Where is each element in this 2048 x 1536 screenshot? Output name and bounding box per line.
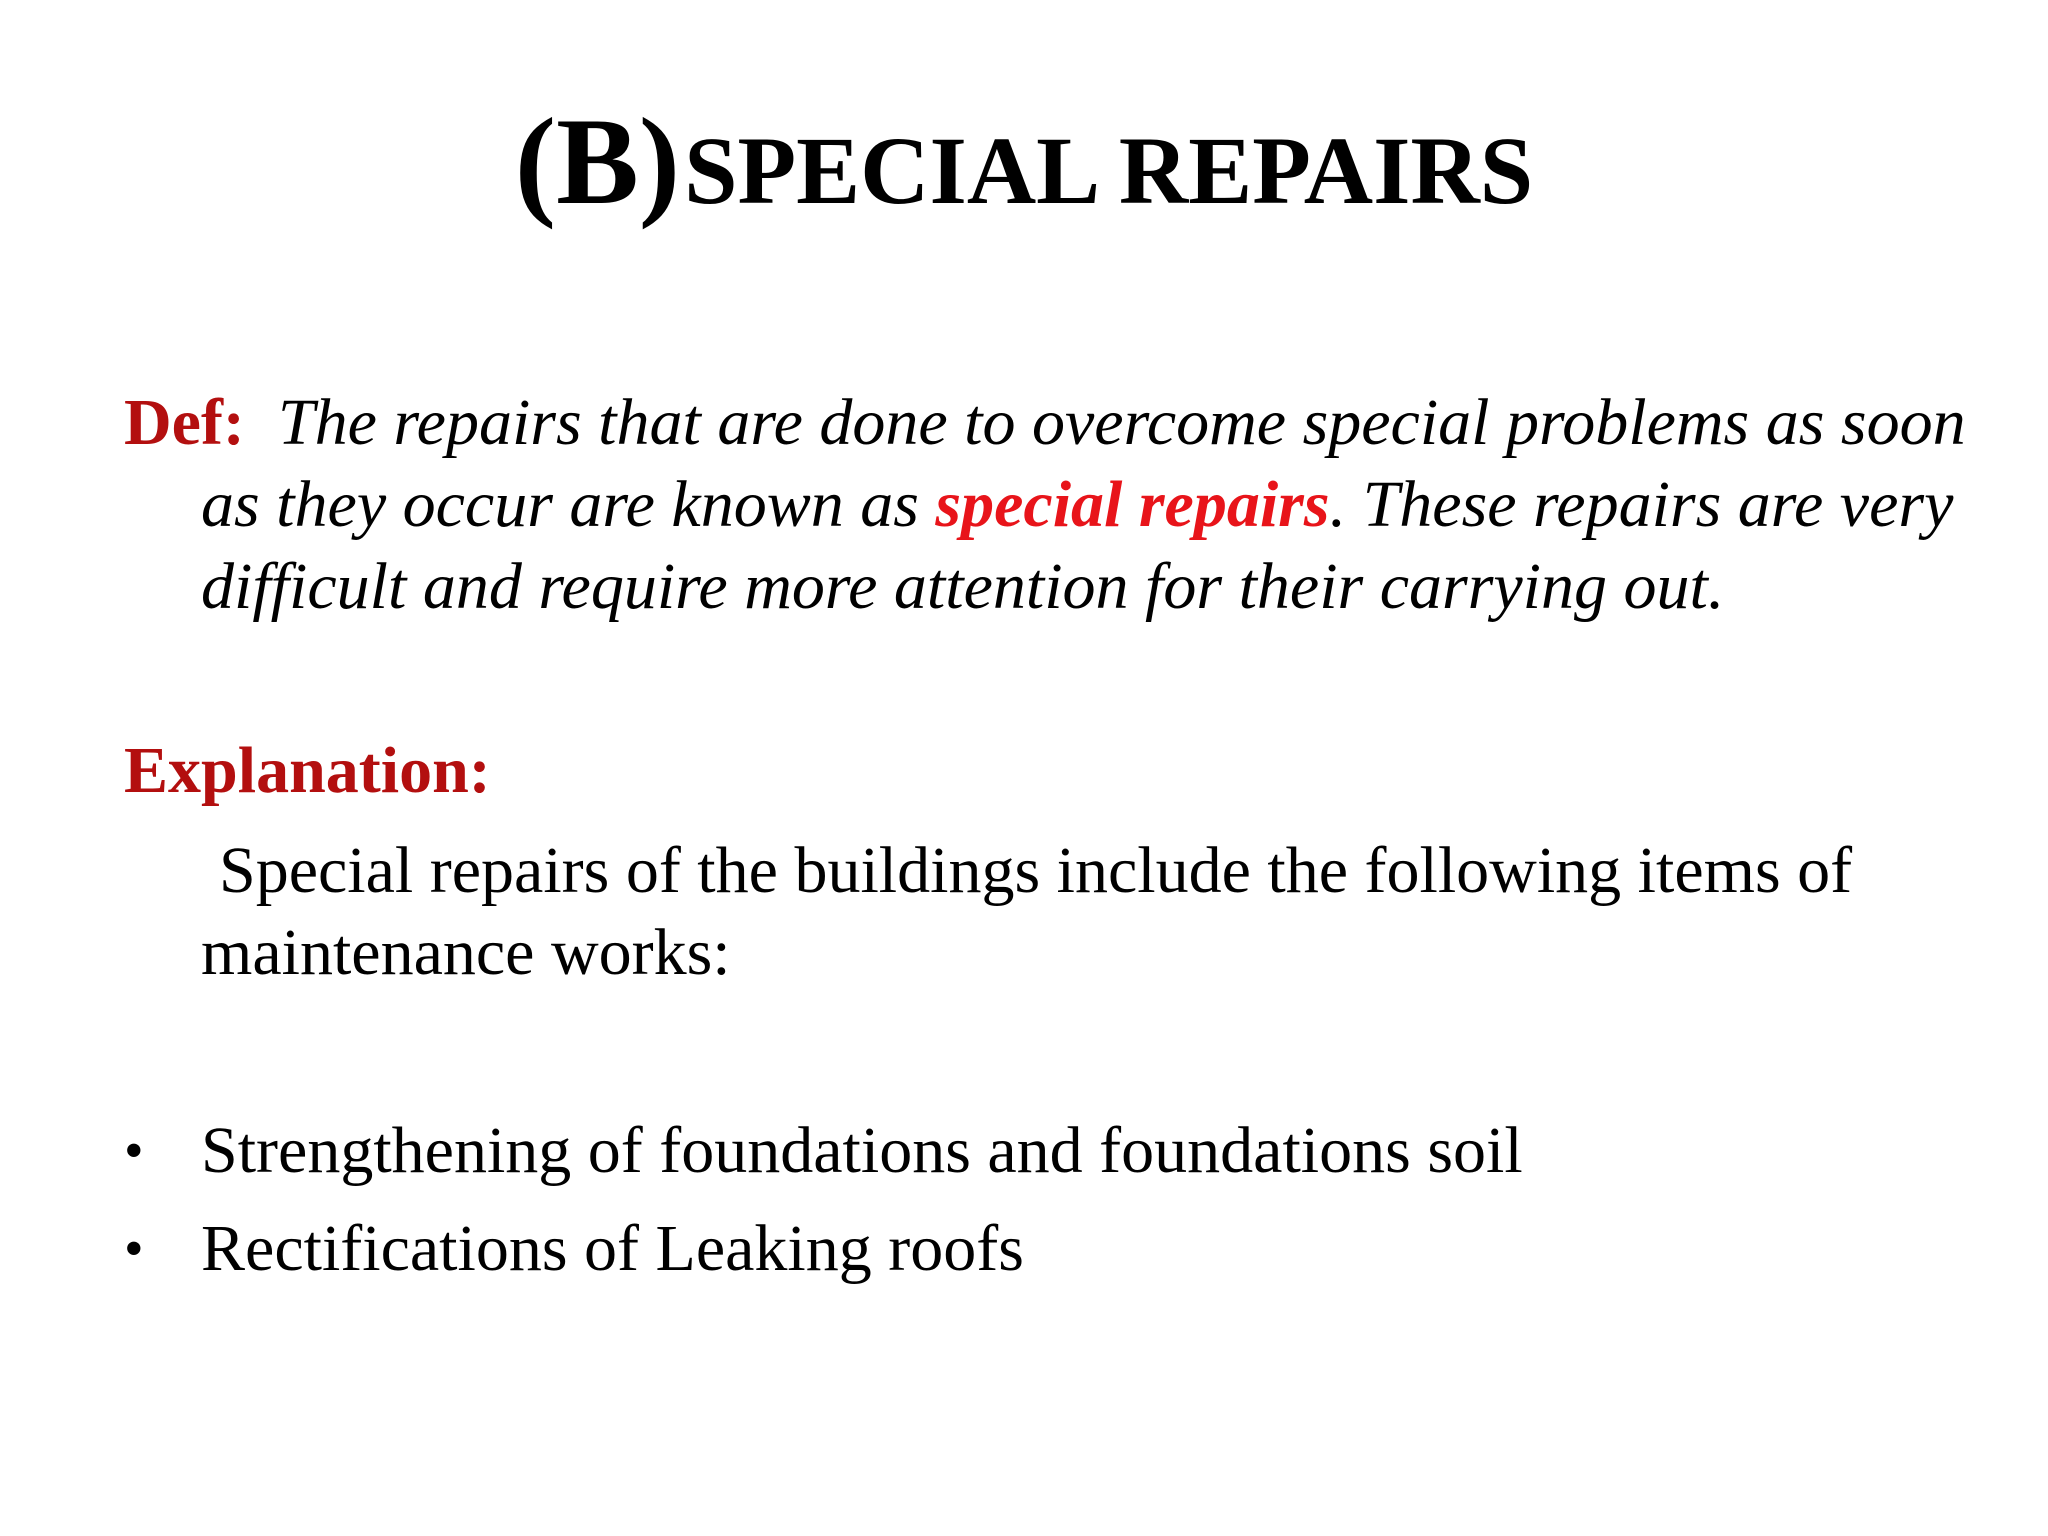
explanation-label: Explanation: (124, 734, 491, 807)
bullet-text: Strengthening of foundations and foundations soil (201, 1114, 1523, 1187)
slide-title (0, 93, 2048, 230)
title-main: SPECIAL REPAIRS (684, 117, 1534, 224)
list-item (124, 1208, 1523, 1290)
definition-text-after: . These repairs are very difficult and require more attention for their carrying out. (201, 468, 1954, 623)
bullet-icon: • (124, 1120, 144, 1182)
definition-text-before: The repairs that are done to overcome special problems as soon as they occur are known as (201, 386, 1966, 541)
bullet-list (124, 1110, 1523, 1306)
explanation-body: Special repairs of the buildings include the following items of maintenance works: (201, 834, 1853, 989)
bullet-text: Rectifications of Leaking roofs (201, 1212, 1024, 1285)
definition-paragraph (124, 382, 2031, 628)
list-item (124, 1110, 1523, 1192)
definition-highlight: special repairs (935, 468, 1330, 541)
definition-label: Def: (124, 386, 245, 459)
bullet-icon: • (124, 1218, 144, 1280)
title-prefix: (B) (514, 93, 681, 230)
